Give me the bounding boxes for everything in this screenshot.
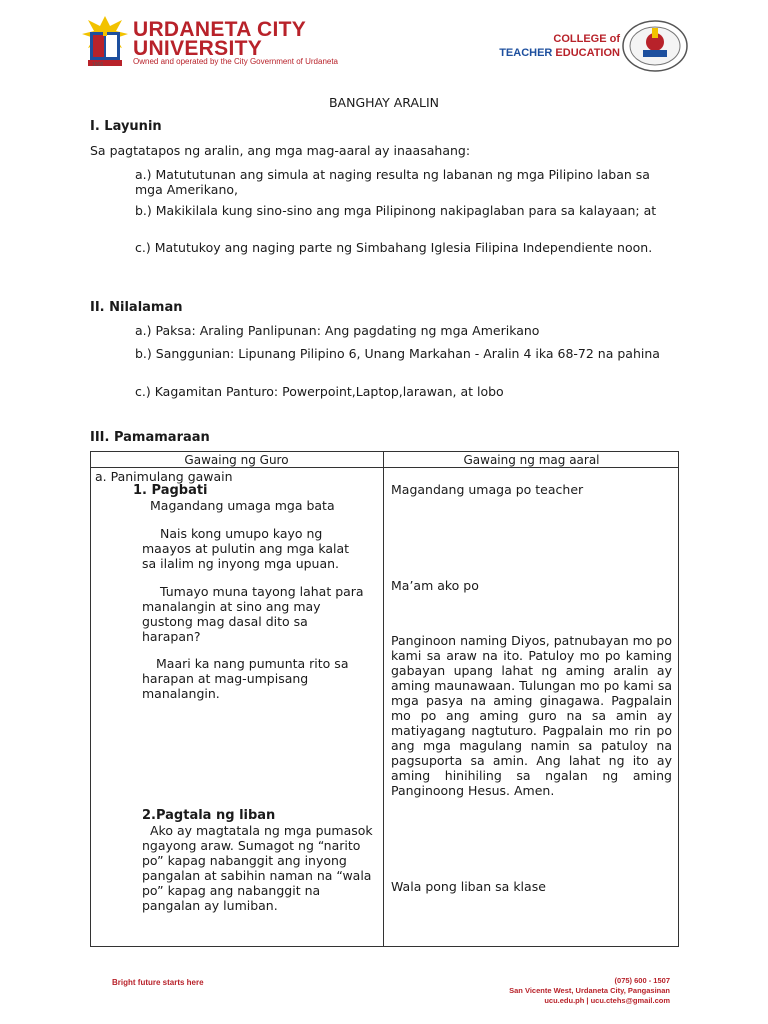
footer-contact-block bbox=[440, 976, 670, 1006]
footer-contact: ucu.edu.ph | ucu.ctehs@gmail.com bbox=[544, 996, 670, 1005]
teacher-attendance-instruction: Ako ay magtatala ng mga pumasok ngayong araw. Sumagot ng “narito po” kapag nabanggit ang inyong pangalan at sabihin naman na “wala po” kapag ang nabanggit na pangalan ay lumiban. bbox=[142, 823, 373, 913]
nilalaman-item-b: b.) Sanggunian: Lipunang Pilipino 6, Unang Markahan - Aralin 4 ika 68-72 na pahina bbox=[135, 346, 660, 361]
teacher-seat-instruction: Nais kong umupo kayo ng maayos at pulutin ang mga kalat sa ilalim ng inyong mga upuan. bbox=[142, 526, 350, 571]
logo-year: 1966 bbox=[92, 62, 104, 68]
college-name bbox=[488, 32, 620, 60]
university-name-line1: URDANETA CITY bbox=[133, 18, 307, 41]
university-subtitle: Owned and operated by the City Government of Urdaneta bbox=[133, 57, 339, 66]
nilalaman-item-a: a.) Paksa: Araling Panlipunan: Ang pagdating ng mga Amerikano bbox=[135, 323, 540, 338]
teacher-call-to-front: Maari ka nang pumunta rito sa harapan at mag-umpisang manalangin. bbox=[142, 656, 349, 701]
college-teacher: TEACHER bbox=[499, 47, 553, 59]
university-logo bbox=[80, 14, 130, 70]
layunin-item-b: b.) Makikilala kung sino-sino ang mga Pilipinong nakipaglaban para sa kalayaan; at bbox=[135, 203, 657, 218]
student-attendance-response: Wala pong liban sa klase bbox=[391, 879, 546, 894]
section-nilalaman-heading: II. Nilalaman bbox=[90, 300, 183, 315]
teacher-greeting: Magandang umaga mga bata bbox=[150, 498, 335, 513]
table-header-divider bbox=[90, 467, 679, 468]
layunin-item-a: a.) Matututunan ang simula at naging resulta ng labanan ng mga Pilipino laban sa mga Amerikano, bbox=[135, 167, 650, 197]
section-layunin-heading: I. Layunin bbox=[90, 119, 162, 134]
university-name bbox=[133, 20, 306, 58]
layunin-item-c: c.) Matutukoy ang naging parte ng Simbahang Iglesia Filipina Independiente noon. bbox=[135, 240, 653, 255]
student-volunteer: Ma’am ako po bbox=[391, 578, 479, 593]
university-name-line2: UNIVERSITY bbox=[133, 37, 263, 60]
student-prayer: Panginoon naming Diyos, patnubayan mo po kami sa araw na ito. Patuloy mo po kaming gabayan upang lahat ng aming aralin ay aming maunawaan. Tulungan mo po kami sa mga pasya na aming ginagawa. Pagpalain mo po ang aming guro na sa amin ay matiyagang nagtuturo. Pagpalain mo rin po ang mga magulang namin sa patuloy na pagsuporta sa amin. Ang lahat ng ito ay aming hinihiling sa ngalan ng aming Panginoong Hesus. Amen. bbox=[391, 633, 673, 798]
college-seal bbox=[621, 20, 689, 72]
nilalaman-item-c: c.) Kagamitan Panturo: Powerpoint,Laptop,larawan, at lobo bbox=[135, 384, 504, 399]
footer-phone: (075) 600 - 1507 bbox=[614, 976, 670, 985]
pagbati-heading: 1. Pagbati bbox=[133, 483, 208, 498]
college-line1: COLLEGE of bbox=[553, 33, 620, 45]
pagtala-heading: 2.Pagtala ng liban bbox=[142, 808, 276, 823]
teacher-prayer-request: Tumayo muna tayong lahat para manalangin at sino ang may gustong mag dasal dito sa harapan? bbox=[142, 584, 364, 644]
table-header-teacher: Gawaing ng Guro bbox=[184, 453, 289, 467]
footer-address: San Vicente West, Urdaneta City, Pangasinan bbox=[509, 986, 670, 995]
section-pamamaraan-heading: III. Pamamaraan bbox=[90, 430, 210, 445]
student-greeting: Magandang umaga po teacher bbox=[391, 482, 584, 497]
table-column-divider bbox=[383, 451, 384, 947]
document-title: BANGHAY ARALIN bbox=[328, 95, 440, 110]
college-education: EDUCATION bbox=[555, 47, 620, 59]
layunin-intro: Sa pagtatapos ng aralin, ang mga mag-aaral ay inaasahang: bbox=[90, 143, 471, 158]
table-header-student: Gawaing ng mag aaral bbox=[463, 453, 600, 467]
subsection-panimulang-gawain: a. Panimulang gawain bbox=[95, 469, 233, 484]
footer-tagline: Bright future starts here bbox=[112, 978, 204, 987]
